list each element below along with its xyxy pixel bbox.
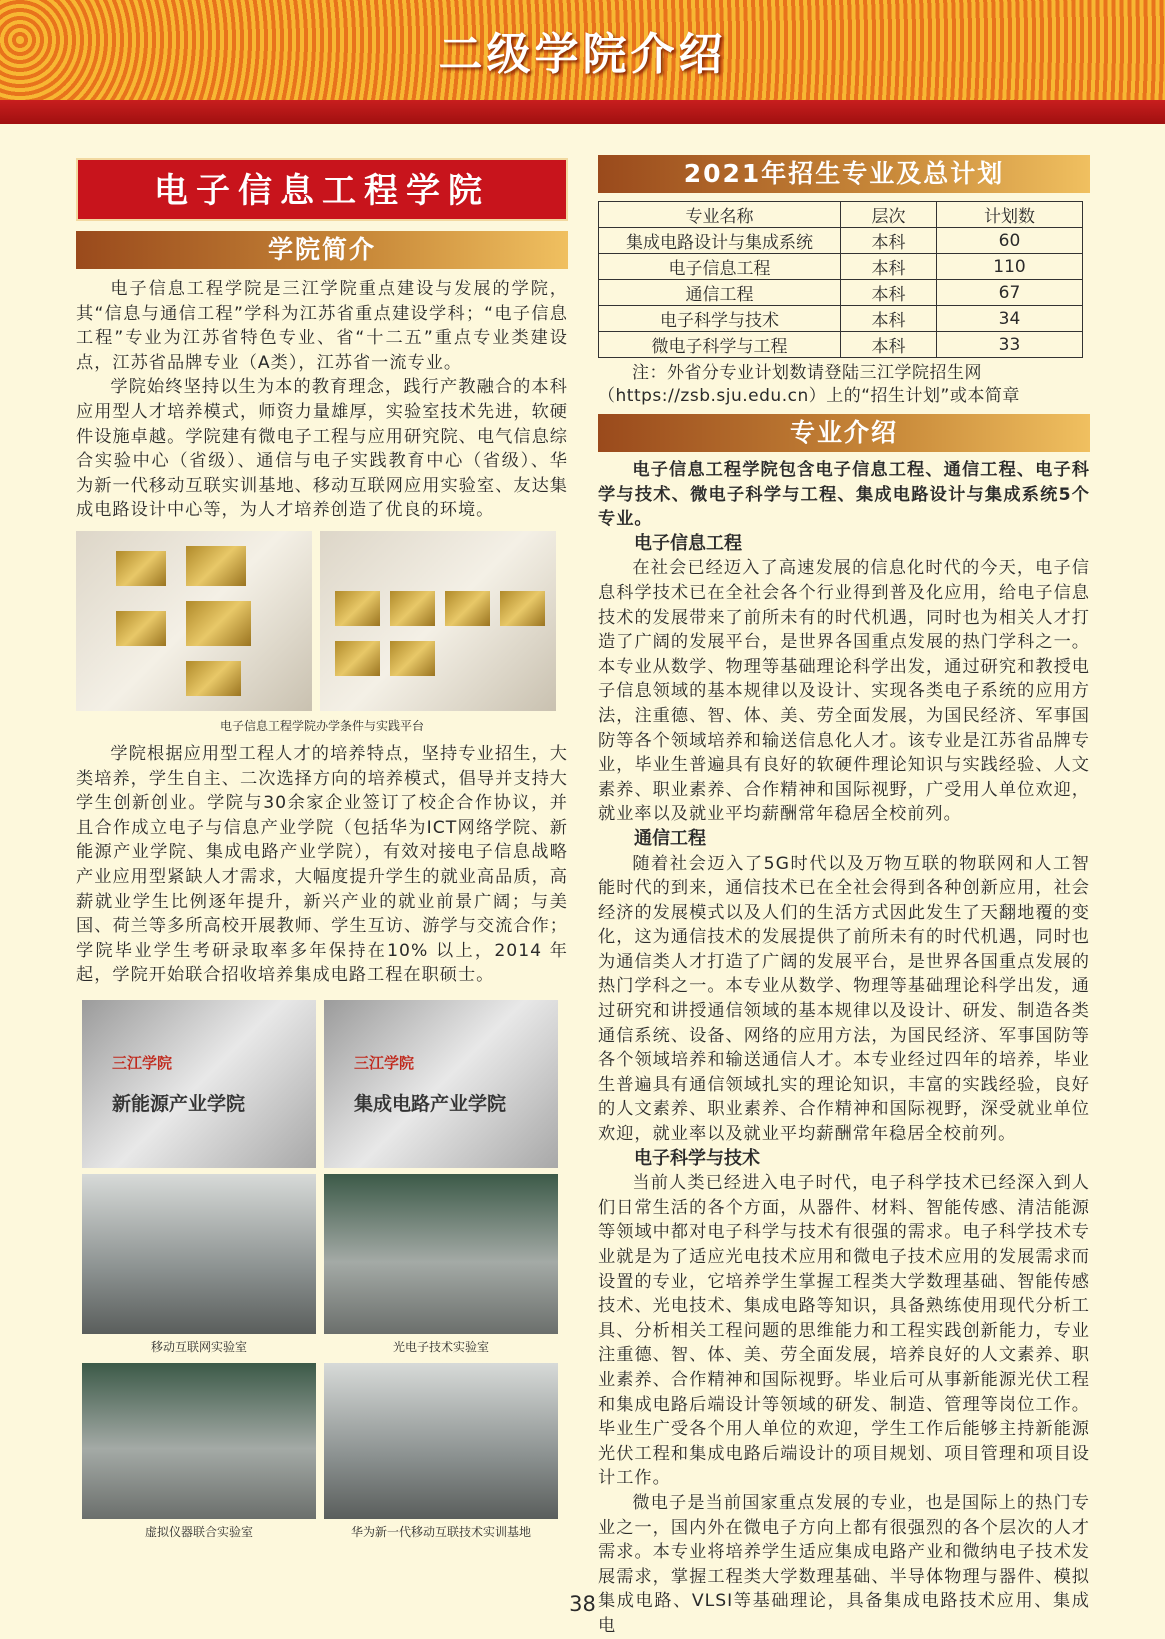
plan-count: 110 bbox=[937, 254, 1083, 280]
photo-ic-plaque bbox=[324, 1000, 558, 1168]
section-paragraph: 随着社会迈入了5G时代以及万物互联的物联网和人工智能时代的到来，通信技术已在全社会得到各种创新应用，社会经济的发展模式以及人们的生活方式因此发生了天翻地覆的变化，这为通信技术的发展提供了前所未有的时代机遇，同时也为通信类人才打造了广阔的发展平台，是世界各国重点发展的热门学科之一。本专业从数学、物理等基础理论科学出发，通过研究和讲授通信领域的基本规律以及设计、研发、制造各类通信系统、设备、网络的应用方法，为国民经济、军事国防等各个领域培养和输送通信人才。本专业经过四年的培养，毕业生普遍具有通信领域扎实的理论知识，丰富的实践经验，良好的人文素养、职业素养、合作精神和国际视野，深受就业单位欢迎，就业率以及就业平均薪酬常年稳居全校前列。 bbox=[598, 853, 1090, 1145]
college-title: 电子信息工程学院 bbox=[76, 158, 568, 221]
section-paragraph: 当前人类已经进入电子时代，电子科学技术已经深入到人们日常生活的各个方面，从器件、材料、智能传感、清洁能源等领域中都对电子科学与技术有很强的需求。电子科学技术专业就是为了适应光电技术应用和微电子技术应用的发展需求而设置的专业，它培养学生掌握工程类大学数理基础、智能传感技术、光电技术、集成电路等知识，具备熟练使用现代分析工具、分析相关工程问题的思维能力和工程实践创新能力，专业注重德、智、体、美、劳全面发展，培养良好的人文素养、职业素养、合作精神和国际视野。毕业后可从事新能源光伏工程和集成电路后端设计等领域的研发、制造、管理等岗位工作。毕业生广受各个用人单位的欢迎，学生工作后能够主持新能源光伏工程和集成电路后端设计的项目规划、项目管理和项目设计工作。 bbox=[598, 1173, 1090, 1489]
section-heading: 通信工程 bbox=[634, 827, 706, 849]
plaque-name: 集成电路产业学院 bbox=[354, 1092, 507, 1115]
header-red-band bbox=[0, 100, 1165, 124]
plan-title: 2021年招生专业及总计划 bbox=[598, 155, 1090, 193]
table-row bbox=[599, 254, 1083, 280]
intro-paragraph: 学院根据应用型工程人才的培养特点，坚持专业招生，大类培养，学生自主、二次选择方向的培养模式，倡导并支持大学生创新创业。学院与30余家企业签订了校企合作协议，并且合作成立电子与信息产业学院（包括华为ICT网络学院、新能源产业学院、集成电路产业学院），有效对接电子信息战略产业应用型紧缺人才需求，大幅度提升学生的就业高品质，高薪就业学生比例逐年提升，新兴产业的就业前景广阔；与美国、荷兰等多所高校开展教师、学生互访、游学与交流合作；学院毕业学生考研录取率多年保持在10% 以上，2014 年起，学院开始联合招收培养集成电路工程在职硕士。 bbox=[76, 743, 568, 986]
section-paragraph: 微电子是当前国家重点发展的专业，也是国际上的热门专业之一，国内外在微电子方向上都有很强烈的各个层次的人才需求。本专业将培养学生适应集成电路产业和微纳电子技术发展需求，掌握工程类大学数理基础、半导体物理与器件、模拟集成电路、VLSI等基础理论，具备集成电路技术应用、集成电 bbox=[598, 1492, 1090, 1636]
major-name: 电子科学与技术 bbox=[599, 306, 841, 332]
photo-row-plaques bbox=[76, 531, 568, 711]
photo-caption: 虚拟仪器联合实验室 bbox=[144, 1524, 253, 1539]
level: 本科 bbox=[841, 228, 937, 254]
enrollment-plan-table bbox=[598, 201, 1083, 358]
intro-title: 学院简介 bbox=[76, 231, 568, 269]
plan-count: 67 bbox=[937, 280, 1083, 306]
plaque-logo: 三江学院 bbox=[112, 1053, 173, 1072]
section-heading: 电子科学与技术 bbox=[634, 1147, 760, 1169]
plan-count: 60 bbox=[937, 228, 1083, 254]
photo-huawei-training-base bbox=[324, 1363, 558, 1519]
major-name: 集成电路设计与集成系统 bbox=[599, 228, 841, 254]
photo-virtual-instrument-lab bbox=[82, 1363, 316, 1519]
intro-paragraph: 电子信息工程学院是三江学院重点建设与发展的学院，其“信息与通信工程”学科为江苏省重点建设学科；“电子信息工程”专业为江苏省特色专业、省“十二五”重点专业类建设点，江苏省品牌专业（A类），江苏省一流专业。 bbox=[76, 279, 568, 373]
lab-photos-row-2 bbox=[76, 1363, 568, 1548]
photo-row-plaques-2 bbox=[76, 1000, 568, 1168]
plan-count: 33 bbox=[937, 332, 1083, 358]
majors-lead: 电子信息工程学院包含电子信息工程、通信工程、电子科学与技术、微电子科学与工程、集成电路设计与集成系统5个专业。 bbox=[598, 460, 1090, 530]
level: 本科 bbox=[841, 306, 937, 332]
plan-note: 注：外省分专业计划数请登陆三江学院招生网（https://zsb.sju.edu.cn）上的“招生计划”或本简章 bbox=[598, 363, 1020, 406]
photo-certificate-wall bbox=[320, 531, 556, 711]
page-title: 二级学院介绍 bbox=[438, 29, 727, 80]
page-number: 38 bbox=[569, 1592, 596, 1616]
left-column bbox=[76, 158, 568, 1548]
photo-optoelectronics-lab bbox=[324, 1174, 558, 1334]
section-paragraph: 在社会已经迈入了高速发展的信息化时代的今天，电子信息科学技术已在全社会各个行业得到普及化应用，给电子信息技术的发展带来了前所未有的时代机遇，同时也为相关人才打造了广阔的发展平台，是世界各国重点发展的热门学科之一。本专业从数学、物理等基础理论科学出发，通过研究和教授电子信息领域的基本规律以及设计、实现各类电子系统的应用方法，注重德、智、体、美、劳全面发展，为国民经济、军事国防等各个领域培养和输送信息化人才。该专业是江苏省品牌专业，毕业生普遍具有良好的软硬件理论知识与实践经验、人文素养、职业素养、合作精神和国际视野，广受用人单位欢迎，就业率以及就业平均薪酬常年稳居全校前列。 bbox=[598, 558, 1090, 825]
table-header: 计划数 bbox=[937, 202, 1083, 228]
lab-photos-row-1 bbox=[76, 1174, 568, 1363]
level: 本科 bbox=[841, 280, 937, 306]
table-row bbox=[599, 280, 1083, 306]
intro-paragraph: 学院始终坚持以生为本的教育理念，践行产教融合的本科应用型人才培养模式，师资力量雄厚，实验室技术先进，软硬件设施卓越。学院建有微电子工程与应用研究院、电气信息综合实验中心（省级）、通信与电子实践教育中心（省级）、华为新一代移动互联实训基地、移动互联网应用实验室、友达集成电路设计中心等，为人才培养创造了优良的环境。 bbox=[76, 377, 568, 521]
table-row bbox=[599, 306, 1083, 332]
major-name: 通信工程 bbox=[599, 280, 841, 306]
table-header: 专业名称 bbox=[599, 202, 841, 228]
photo-caption: 华为新一代移动互联技术实训基地 bbox=[350, 1524, 531, 1539]
photo-caption: 电子信息工程学院办学条件与实践平台 bbox=[219, 718, 424, 733]
major-name: 电子信息工程 bbox=[599, 254, 841, 280]
majors-title: 专业介绍 bbox=[598, 414, 1090, 452]
right-column bbox=[598, 155, 1090, 1639]
table-header: 层次 bbox=[841, 202, 937, 228]
photo-mobile-internet-lab bbox=[82, 1174, 316, 1334]
major-name: 微电子科学与工程 bbox=[599, 332, 841, 358]
photo-award-wall bbox=[76, 531, 312, 711]
section-heading: 电子信息工程 bbox=[634, 532, 742, 554]
plan-count: 34 bbox=[937, 306, 1083, 332]
photo-caption: 光电子技术实验室 bbox=[392, 1339, 489, 1354]
photo-caption: 移动互联网实验室 bbox=[150, 1339, 247, 1354]
table-row bbox=[599, 332, 1083, 358]
table-row bbox=[599, 228, 1083, 254]
plaque-logo: 三江学院 bbox=[354, 1053, 415, 1072]
photo-new-energy-plaque bbox=[82, 1000, 316, 1168]
table-header-row bbox=[599, 202, 1083, 228]
plaque-name: 新能源产业学院 bbox=[112, 1092, 246, 1115]
level: 本科 bbox=[841, 254, 937, 280]
level: 本科 bbox=[841, 332, 937, 358]
